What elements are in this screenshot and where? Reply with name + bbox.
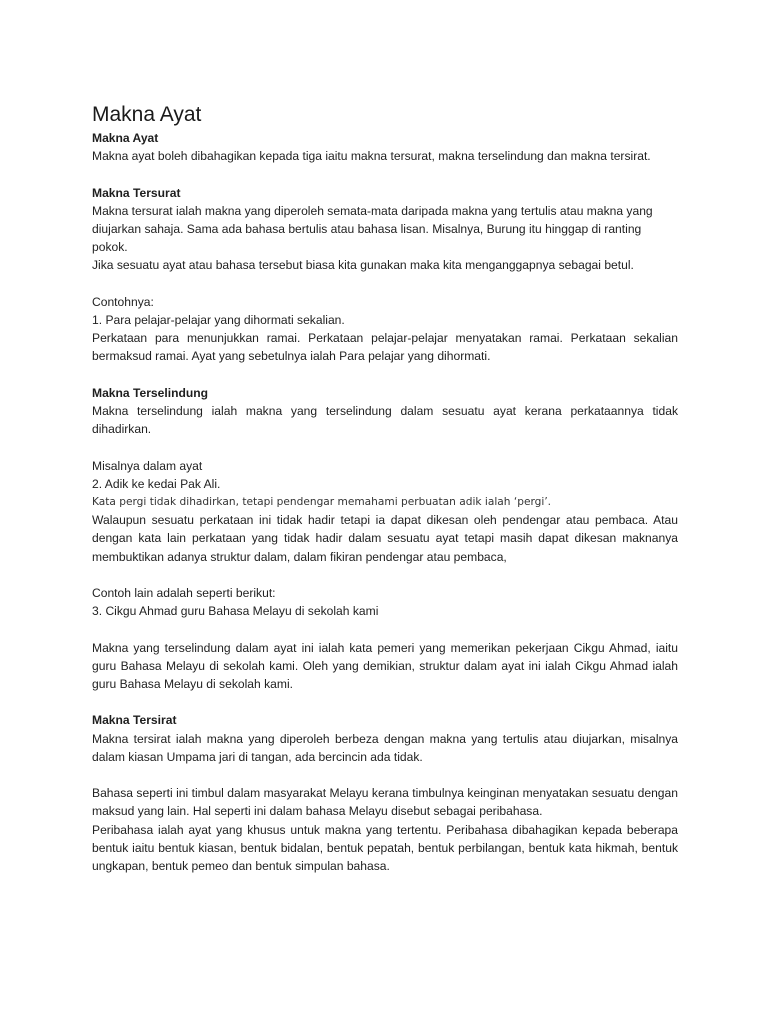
paragraph: Makna ayat boleh dibahagikan kepada tiga iaitu makna tersurat, makna terselindung dan makna tersirat.	[92, 149, 651, 164]
spacer	[92, 366, 678, 384]
example-sentence: 1. Para pelajar-pelajar yang dihormati sekalian.	[92, 313, 345, 327]
paragraph: Makna tersurat ialah makna yang diperoleh semata-mata daripada makna yang tertulis atau makna yang diujarkan sahaja. Sama ada bahasa bertulis atau bahasa lisan. Misalnya, Burung itu hinggap di ranting pokok.	[92, 203, 653, 255]
section-heading-makna-tersurat: Makna Tersurat	[92, 185, 181, 200]
paragraph: Misalnya dalam ayat	[92, 458, 203, 473]
paragraph: Makna terselindung ialah makna yang terselindung dalam sesuatu ayat kerana perkataannya tidak dihadirkan.	[92, 404, 678, 437]
paragraph: Perkataan para menunjukkan ramai. Perkataan pelajar-pelajar menyatakan ramai. Perkataan sekalian bermaksud ramai. Ayat yang sebetulnya ialah Para pelajar yang dihormati.	[92, 331, 678, 364]
paragraph: Kata pergi tidak dihadirkan, tetapi pendengar memahami perbuatan adik ialah ‘pergi’.	[92, 496, 552, 508]
paragraph: Makna yang terselindung dalam ayat ini ialah kata pemeri yang memerikan pekerjaan Cikgu Ahmad, iaitu guru Bahasa Melayu di sekolah kami. Oleh yang demikian, struktur dalam ayat ini ialah Cikgu Ahmad ialah guru Bahasa Melayu di sekolah kami.	[92, 640, 678, 691]
paragraph: Makna tersirat ialah makna yang diperoleh berbeza dengan makna yang tertulis atau diujarkan, misalnya dalam kiasan Umpama jari di tangan, ada bercincin ada tidak.	[92, 731, 678, 764]
spacer	[92, 275, 678, 293]
paragraph: Contohnya:	[92, 294, 154, 309]
paragraph: Peribahasa ialah ayat yang khusus untuk makna yang tertentu. Peribahasa dibahagikan kepada beberapa bentuk iaitu bentuk kiasan, bentuk bidalan, bentuk pepatah, bentuk perbilangan, bentuk kata hikmah, bentuk ungkapan, bentuk pemeo dan bentuk simpulan bahasa.	[92, 822, 678, 873]
spacer	[92, 438, 678, 456]
spacer	[92, 693, 678, 711]
section-heading-makna-tersirat: Makna Tersirat	[92, 713, 177, 728]
example-sentence: 2. Adik ke kedai Pak Ali.	[92, 476, 221, 491]
spacer	[92, 165, 678, 183]
spacer	[92, 566, 678, 584]
paragraph: Bahasa seperti ini timbul dalam masyarakat Melayu kerana timbulnya keinginan menyatakan sesuatu dengan maksud yang lain. Hal seperti ini dalam bahasa Melayu disebut sebagai peribahasa.	[92, 786, 678, 819]
section-heading-makna-terselindung: Makna Terselindung	[92, 385, 209, 400]
paragraph: Jika sesuatu ayat atau bahasa tersebut biasa kita gunakan maka kita menganggapnya sebagai betul.	[92, 258, 634, 273]
document-page	[92, 102, 678, 875]
paragraph: Walaupun sesuatu perkataan ini tidak hadir tetapi ia dapat dikesan oleh pendengar atau pembaca. Atau dengan kata lain perkataan yang tidak hadir dalam sesuatu ayat tetapi masih dapat dikesan maknanya membuktikan adanya struktur dalam, dalam fikiran pendengar atau pembaca,	[92, 513, 678, 564]
spacer	[92, 620, 678, 638]
document-title: Makna Ayat	[92, 103, 202, 126]
spacer	[92, 766, 678, 784]
paragraph: Contoh lain adalah seperti berikut:	[92, 586, 276, 600]
example-sentence: 3. Cikgu Ahmad guru Bahasa Melayu di sekolah kami	[92, 604, 379, 619]
section-heading-makna-ayat: Makna Ayat	[92, 131, 159, 145]
